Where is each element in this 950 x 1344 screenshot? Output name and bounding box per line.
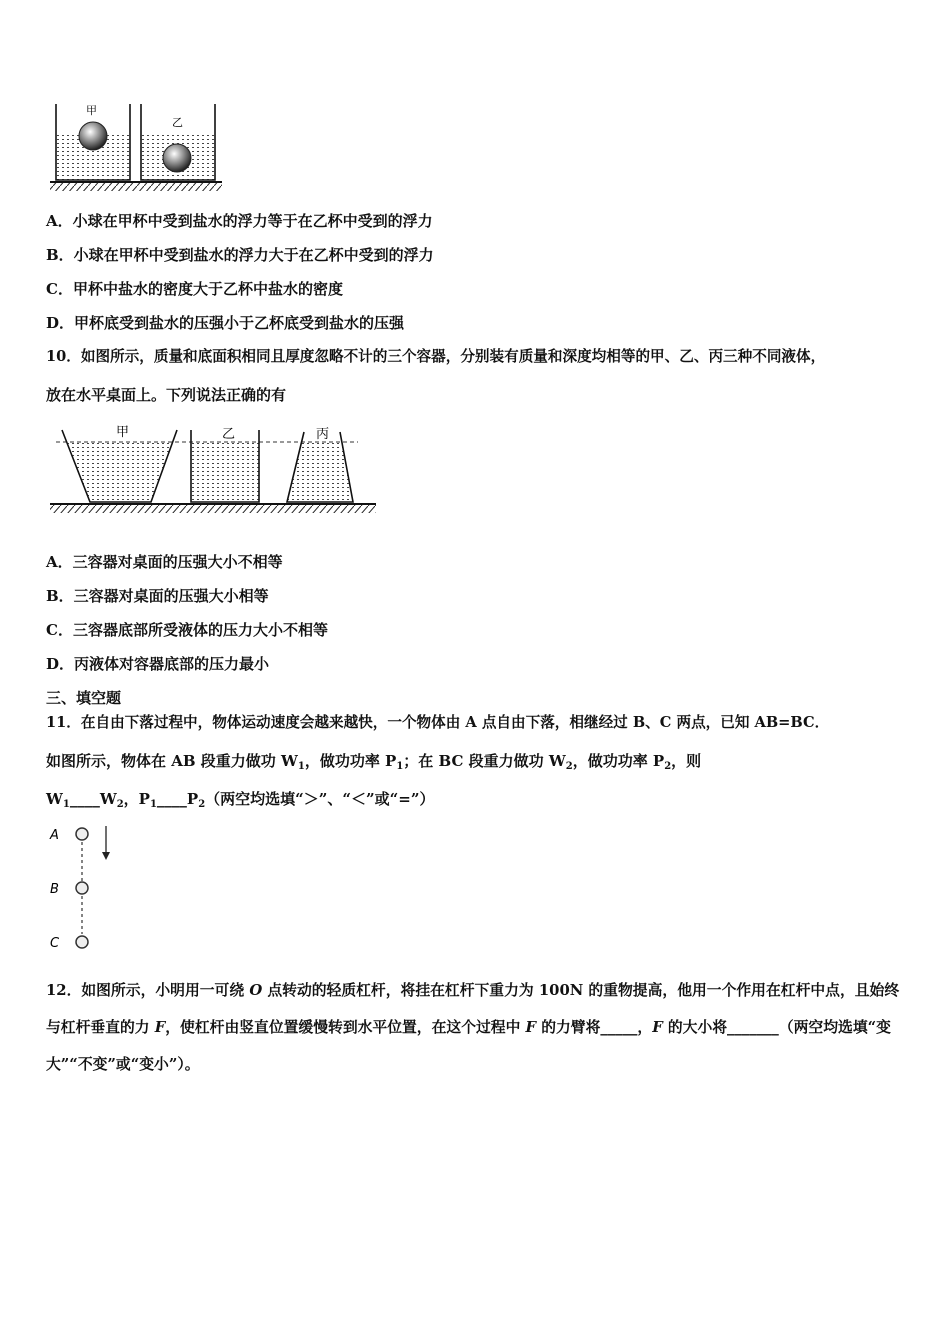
label-bing: 丙 bbox=[316, 427, 330, 442]
q10-stem-line1: 10．如图所示，质量和底面积相同且厚度忽略不计的三个容器，分别装有质量和深度均相等的甲、乙、丙三种不同液体， bbox=[46, 348, 826, 365]
q10-stem-line2: 放在水平桌面上。下列说法正确的有 bbox=[46, 386, 287, 404]
label-c: C bbox=[50, 936, 60, 951]
q9-cups-figure bbox=[46, 98, 226, 194]
q12-text: 12．如图所示，小明用一可绕 O 点转动的轻质杠杆，将挂在杠杆下重力为 100N 的重物提高，他用一个作用在杠杆中点，且始终与杠杆垂直的力 F，使杠杆由竖直位置缓慢转到水平位置，在这个过程中 F 的力臂将_____，F 的大小将_______（两空均选填“变大”“不变”或“变小”）。 bbox=[46, 982, 900, 1073]
q11-falling-figure bbox=[46, 822, 126, 954]
q10-option-a: A．三容器对桌面的压强大小不相等 bbox=[46, 553, 283, 571]
q10-option-b: B．三容器对桌面的压强大小相等 bbox=[46, 587, 269, 605]
q9-option-c: C．甲杯中盐水的密度大于乙杯中盐水的密度 bbox=[46, 280, 343, 298]
label-a: A bbox=[50, 828, 59, 843]
label-yi: 乙 bbox=[172, 116, 183, 129]
q9-option-d: D．甲杯底受到盐水的压强小于乙杯底受到盐水的压强 bbox=[46, 314, 405, 332]
label-jia: 甲 bbox=[116, 425, 130, 440]
q9-option-a: A．小球在甲杯中受到盐水的浮力等于在乙杯中受到的浮力 bbox=[46, 212, 433, 230]
ball-jia bbox=[79, 122, 107, 150]
ground-hatch bbox=[50, 505, 376, 513]
label-jia: 甲 bbox=[86, 104, 97, 117]
q10-containers-figure bbox=[46, 418, 381, 518]
point-c-ball bbox=[76, 936, 88, 948]
q11-line1: 11．在自由下落过程中，物体运动速度会越来越快，一个物体由 A 点自由下落，相继经过 B、C 两点，已知 AB=BC． bbox=[46, 714, 830, 731]
container-jia bbox=[62, 430, 177, 502]
q9-option-b: B．小球在甲杯中受到盐水的浮力大于在乙杯中受到的浮力 bbox=[46, 246, 434, 264]
point-a-ball bbox=[76, 828, 88, 840]
section-title: 三、填空题 bbox=[46, 689, 122, 707]
label-yi: 乙 bbox=[222, 427, 236, 442]
point-b-ball bbox=[76, 882, 88, 894]
q10-option-d: D．丙液体对容器底部的压力最小 bbox=[46, 655, 270, 673]
q10-option-c: C．三容器底部所受液体的压力大小不相等 bbox=[46, 621, 328, 639]
q11-line3: $W_1\_\_\_\_W_2$，$P_1\_\_\_\_P_2$（两空均选填“＞”、“＜”或“=”） bbox=[46, 790, 435, 810]
q11-line2: 如图所示，物体在 AB 段重力做功 $W_1$，做功功率 $P_1$；在 BC 段重力做功 $W_2$，做功功率 $P_2$，则 bbox=[46, 752, 702, 772]
ball-yi bbox=[163, 144, 191, 172]
ground-hatch bbox=[50, 183, 222, 191]
label-b: B bbox=[50, 882, 59, 897]
